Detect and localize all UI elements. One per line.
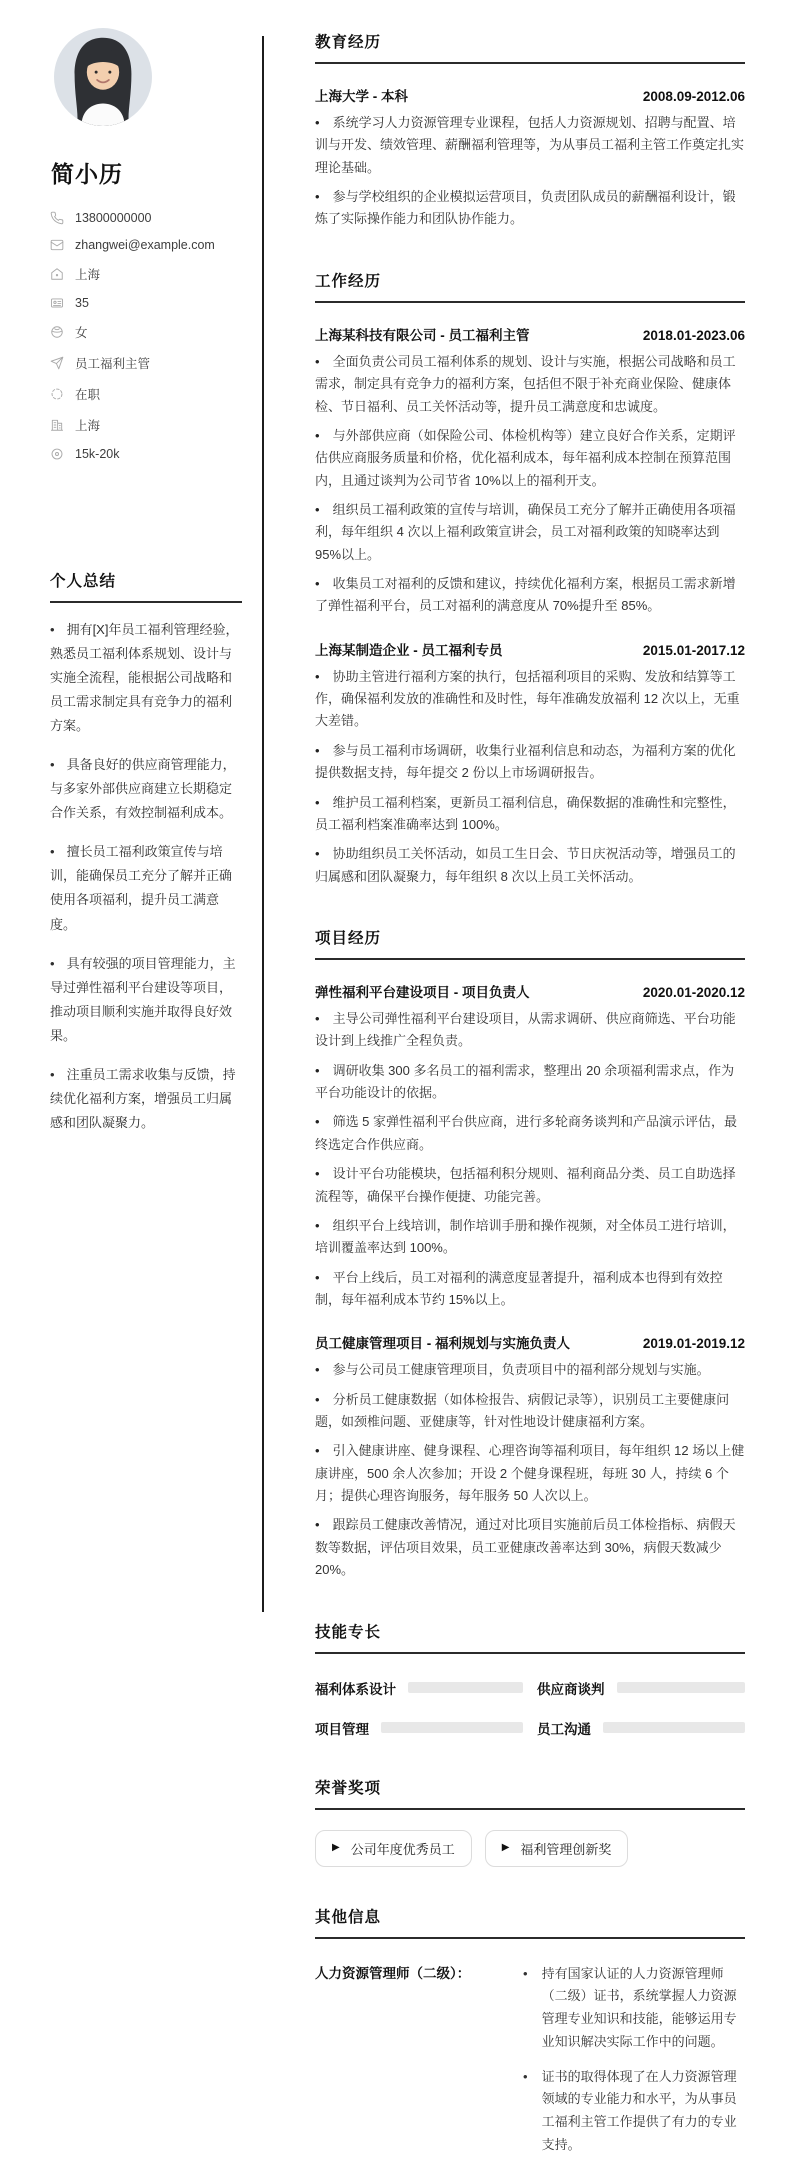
entry-bullet — [315, 351, 745, 418]
entry-bullet-text: 协助组织员工关怀活动，如员工生日会、节日庆祝活动等，增强员工的归属感和团队凝聚力，每年组织 8 次以上员工关怀活动。 — [315, 846, 736, 884]
salary-target-icon — [50, 447, 64, 461]
work-section — [315, 269, 745, 888]
building-icon — [50, 418, 64, 432]
award-badge-text: 福利管理创新奖 — [520, 1841, 612, 1857]
sidebar — [0, 0, 262, 1662]
summary-bullet — [50, 952, 242, 1048]
skill-bar-track — [617, 1682, 746, 1693]
skill-label: 福利体系设计 — [315, 1681, 396, 1697]
entry-bullet-text: 参与员工福利市场调研，收集行业福利信息和动态，为福利方案的优化提供数据支持，每年提交 2 份以上市场调研报告。 — [315, 742, 736, 781]
entry-bullet-text: 设计平台功能模块，包括福利积分规则、福利商品分类、员工自助选择流程等，确保平台操作便捷、功能完善。 — [315, 1166, 736, 1204]
contact-value: 在职 — [75, 388, 101, 402]
entry-name: 员工健康管理项目 - 福利规划与实施负责人 — [315, 1336, 570, 1352]
certification-label: 人力资源管理师（二级）： — [315, 1965, 471, 1981]
contact-value: 女 — [75, 326, 88, 340]
summary-bullet-text: 注重员工需求收集与反馈，持续优化福利方案，增强员工归属感和团队凝聚力。 — [50, 1066, 236, 1130]
entry-bullet-text: 调研收集 300 多名员工的福利需求，整理出 20 余项福利需求点，作为平台功能设计的依据。 — [315, 1062, 735, 1101]
entry-bullet — [315, 792, 745, 837]
skill-bar-track — [381, 1722, 523, 1733]
contact-gender — [50, 323, 242, 341]
home-icon — [50, 267, 64, 281]
entry-header — [315, 85, 745, 105]
entry-bullet — [315, 1111, 745, 1156]
bullet-marker: • — [315, 1443, 320, 1459]
projects-section — [315, 926, 745, 1582]
avatar-illustration — [54, 28, 152, 126]
education-entry — [315, 85, 745, 231]
entry-bullet — [315, 186, 745, 231]
bullet-marker: • — [315, 427, 320, 443]
entry-bullet-text: 跟踪员工健康改善情况，通过对比项目实施前后员工体检指标、病假天数等数据，评估项目效果，员工亚健康改善率达到 30%，病假天数减少 20%。 — [315, 1517, 736, 1578]
education-section — [315, 30, 745, 231]
bullet-marker: • — [315, 1362, 320, 1378]
bullet-marker: • — [315, 742, 320, 758]
bullet-marker: • — [315, 115, 320, 130]
contact-value: zhangwei@example.com — [75, 238, 215, 252]
entry-name: 上海某制造企业 - 员工福利专员 — [315, 642, 503, 658]
bullet-marker: • — [50, 622, 55, 637]
bullet-marker: • — [315, 1062, 320, 1078]
skill-bar-track — [408, 1682, 523, 1693]
work-entry — [315, 639, 745, 888]
entry-bullet-text: 组织员工福利政策的宣传与培训，确保员工充分了解并正确使用各项福利，每年组织 4 次以上福利政策宣讲会，员工对福利政策的知晓率达到 95%以上。 — [315, 501, 736, 562]
awards-section — [315, 1776, 745, 1867]
entry-date: 2008.09-2012.06 — [642, 89, 745, 104]
award-badge-text: 公司年度优秀员工 — [350, 1841, 455, 1857]
bullet-marker: • — [315, 846, 320, 862]
entry-bullet-text: 与外部供应商（如保险公司、体检机构等）建立良好合作关系，定期评估供应商服务质量和价格，优化福利成本，每年福利成本控制在预算范围内，且通过谈判为公司节省 10%以上的福利开支。 — [315, 427, 736, 488]
contact-list — [50, 211, 242, 461]
entry-bullet — [315, 1215, 745, 1260]
summary-bullet-text: 具备良好的供应商管理能力，与多家外部供应商建立长期稳定合作关系，有效控制福利成本。 — [50, 757, 236, 821]
summary-section — [50, 569, 242, 1135]
email-icon — [50, 238, 64, 252]
summary-bullet — [50, 618, 242, 738]
entry-bullet — [315, 1060, 745, 1105]
bullet-marker: • — [315, 668, 320, 684]
id-card-icon — [50, 296, 64, 310]
entry-bullet — [315, 1008, 745, 1053]
certification-bullet-text: 证书的取得体现了在人力资源管理领域的专业能力和水平，为从事员工福利主管工作提供了有力的专业支持。 — [541, 2068, 737, 2152]
certification-bullet — [523, 2066, 745, 2157]
entry-bullet-text: 平台上线后，员工对福利的满意度显著提升，福利成本也得到有效控制，每年福利成本节约 15%以上。 — [315, 1269, 723, 1307]
skill-item — [537, 1718, 745, 1738]
contact-value: 上海 — [75, 268, 101, 282]
contact-hometown — [50, 265, 242, 283]
bullet-marker: • — [50, 955, 55, 971]
paper-plane-icon — [50, 356, 64, 370]
entry-bullet — [315, 1359, 745, 1381]
bullet-marker: • — [315, 501, 320, 517]
entry-date: 2019.01-2019.12 — [642, 1336, 745, 1352]
contact-salary — [50, 447, 242, 461]
bullet-marker: • — [315, 576, 320, 592]
skill-label: 员工沟通 — [537, 1721, 591, 1737]
bullet-marker: • — [315, 1010, 320, 1026]
entry-header — [315, 981, 745, 1001]
entry-bullet — [315, 1389, 745, 1434]
status-circle-icon — [50, 387, 64, 401]
work-entry — [315, 324, 745, 618]
projects-title: 项目经历 — [315, 926, 745, 960]
entry-bullet-text: 组织平台上线培训，制作培训手册和操作视频，对全体员工进行培训，培训覆盖率达到 100%。 — [315, 1217, 736, 1256]
skill-bar-track — [603, 1722, 745, 1733]
entry-bullet — [315, 843, 745, 888]
candidate-name: 简小历 — [51, 161, 123, 187]
contact-value: 15k-20k — [75, 447, 120, 461]
entry-date: 2018.01-2023.06 — [642, 327, 745, 343]
skill-item — [537, 1678, 745, 1698]
certification-bullets — [523, 1963, 745, 2169]
bullet-marker: • — [315, 1217, 320, 1233]
other-info-section — [315, 1905, 745, 2169]
entry-bullet — [315, 112, 745, 179]
entry-bullet-text: 筛选 5 家弹性福利平台供应商，进行多轮商务谈判和产品演示评估，最终选定合作供应商。 — [315, 1114, 738, 1152]
bullet-marker: • — [315, 1517, 320, 1533]
play-triangle-icon: ▶ — [332, 1842, 340, 1854]
summary-bullet — [50, 1063, 242, 1135]
contact-value: 13800000000 — [75, 211, 152, 225]
work-title: 工作经历 — [315, 269, 745, 303]
bullet-marker: • — [315, 353, 320, 369]
project-entry — [315, 1332, 745, 1581]
entry-date: 2015.01-2017.12 — [642, 642, 745, 658]
entry-bullet-text: 参与学校组织的企业模拟运营项目，负责团队成员的薪酬福利设计，锻炼了实际操作能力和团队协作能力。 — [315, 189, 736, 227]
entry-header — [315, 324, 745, 344]
entry-bullet — [315, 1163, 745, 1208]
entry-bullet — [315, 425, 745, 492]
entry-bullet-text: 主导公司弹性福利平台建设项目，从需求调研、供应商筛选、平台功能设计到上线推广全程负责。 — [315, 1010, 736, 1049]
certification-bullet — [523, 1963, 745, 2054]
avatar — [54, 28, 152, 126]
entry-bullet — [315, 1440, 745, 1507]
bullet-marker: • — [50, 757, 55, 773]
contact-value: 35 — [75, 296, 89, 310]
bullet-marker: • — [315, 1114, 320, 1130]
bullet-marker: • — [315, 794, 320, 810]
skills-title: 技能专长 — [315, 1620, 745, 1654]
certification-bullet-text: 持有国家认证的人力资源管理师（二级）证书，系统掌握人力资源管理专业知识和技能，能够运用专业知识解决实际工作中的问题。 — [541, 1965, 737, 2049]
entry-name: 上海大学 - 本科 — [315, 89, 408, 104]
bullet-marker: • — [315, 189, 320, 205]
summary-bullet-text: 擅长员工福利政策宣传与培训，能确保员工充分了解并正确使用各项福利，提升员工满意度。 — [50, 844, 233, 932]
main-column — [264, 0, 794, 2152]
other-info-title: 其他信息 — [315, 1905, 745, 1939]
bullet-marker: • — [50, 1066, 55, 1082]
entry-header — [315, 639, 745, 659]
entry-date: 2020.01-2020.12 — [642, 984, 745, 1000]
skills-grid — [315, 1678, 745, 1738]
contact-value: 员工福利主管 — [75, 357, 151, 371]
entry-bullet-text: 维护员工福利档案，更新员工福利信息，确保数据的准确性和完整性，员工福利档案准确率达到 100%。 — [315, 794, 736, 832]
contact-value: 上海 — [75, 419, 101, 433]
award-badge — [485, 1830, 629, 1867]
entry-bullet — [315, 666, 745, 733]
contact-status — [50, 385, 242, 403]
skill-label: 供应商谈判 — [537, 1681, 605, 1697]
certification-row — [315, 1963, 745, 2169]
phone-icon — [50, 211, 64, 225]
bullet-marker: • — [50, 844, 55, 860]
summary-bullet-text: 拥有[X]年员工福利管理经验，熟悉员工福利体系规划、设计与实施全流程，能根据公司战略和员工需求制定具有竞争力的福利方案。 — [50, 622, 239, 734]
summary-title: 个人总结 — [50, 569, 242, 603]
summary-bullet — [50, 753, 242, 825]
entry-bullet-text: 分析员工健康数据（如体检报告、病假记录等），识别员工主要健康问题，如颈椎问题、亚健康等，针对性地设计健康福利方案。 — [315, 1391, 730, 1430]
awards-title: 荣誉奖项 — [315, 1776, 745, 1810]
entry-bullet-text: 收集员工对福利的反馈和建议，持续优化福利方案，根据员工需求新增了弹性福利平台，员工对福利的满意度从 70%提升至 85%。 — [315, 576, 736, 614]
entry-bullet-text: 协助主管进行福利方案的执行，包括福利项目的采购、发放和结算等工作，确保福利发放的准确性和及时性，每年准确发放福利 12 次以上，无重大差错。 — [315, 668, 740, 729]
bullet-marker: • — [523, 2068, 528, 2084]
contact-email — [50, 238, 242, 252]
bullet-marker: • — [315, 1166, 320, 1182]
gender-icon — [50, 325, 64, 339]
bullet-marker: • — [315, 1391, 320, 1407]
summary-bullet — [50, 840, 242, 936]
contact-phone — [50, 211, 242, 225]
awards-row — [315, 1830, 745, 1867]
skill-label: 项目管理 — [315, 1721, 369, 1737]
skill-item — [315, 1718, 523, 1738]
skills-section — [315, 1620, 745, 1738]
entry-bullet — [315, 573, 745, 618]
play-triangle-icon: ▶ — [501, 1842, 510, 1854]
skill-item — [315, 1678, 523, 1698]
entry-bullet — [315, 499, 745, 566]
entry-bullet-text: 系统学习人力资源管理专业课程，包括人力资源规划、招聘与配置、培训与开发、绩效管理、薪酬福利管理等，为从事员工福利主管工作奠定扎实理论基础。 — [315, 115, 745, 175]
summary-bullet-text: 具有较强的项目管理能力，主导过弹性福利平台建设等项目，推动项目顺利实施并取得良好效果。 — [50, 955, 236, 1043]
contact-position — [50, 354, 242, 372]
entry-header — [315, 1332, 745, 1352]
entry-bullet-text: 全面负责公司员工福利体系的规划、设计与实施，根据公司战略和员工需求，制定具有竞争力的福利方案，包括但不限于补充商业保险、健康体检、节日福利、员工关怀活动等，提升员工满意度和忠诚度。 — [315, 353, 736, 414]
entry-name: 弹性福利平台建设项目 - 项目负责人 — [315, 984, 530, 1000]
project-entry — [315, 981, 745, 1311]
entry-bullet-text: 引入健康讲座、健身课程、心理咨询等福利项目，每年组织 12 场以上健康讲座，500 余人次参加；开设 2 个健身课程班，每班 30 人，持续 6 个月；提供心理咨询服务，每年服务 50 人次以上。 — [315, 1443, 745, 1504]
entry-bullet-text: 参与公司员工健康管理项目，负责项目中的福利部分规划与实施。 — [332, 1362, 710, 1378]
entry-bullet — [315, 1514, 745, 1581]
contact-city — [50, 416, 242, 434]
education-title: 教育经历 — [315, 30, 745, 64]
bullet-marker: • — [523, 1965, 528, 1981]
entry-bullet — [315, 740, 745, 785]
award-badge — [315, 1830, 472, 1867]
entry-name: 上海某科技有限公司 - 员工福利主管 — [315, 327, 530, 343]
contact-age — [50, 296, 242, 310]
bullet-marker: • — [315, 1269, 320, 1285]
entry-bullet — [315, 1267, 745, 1312]
